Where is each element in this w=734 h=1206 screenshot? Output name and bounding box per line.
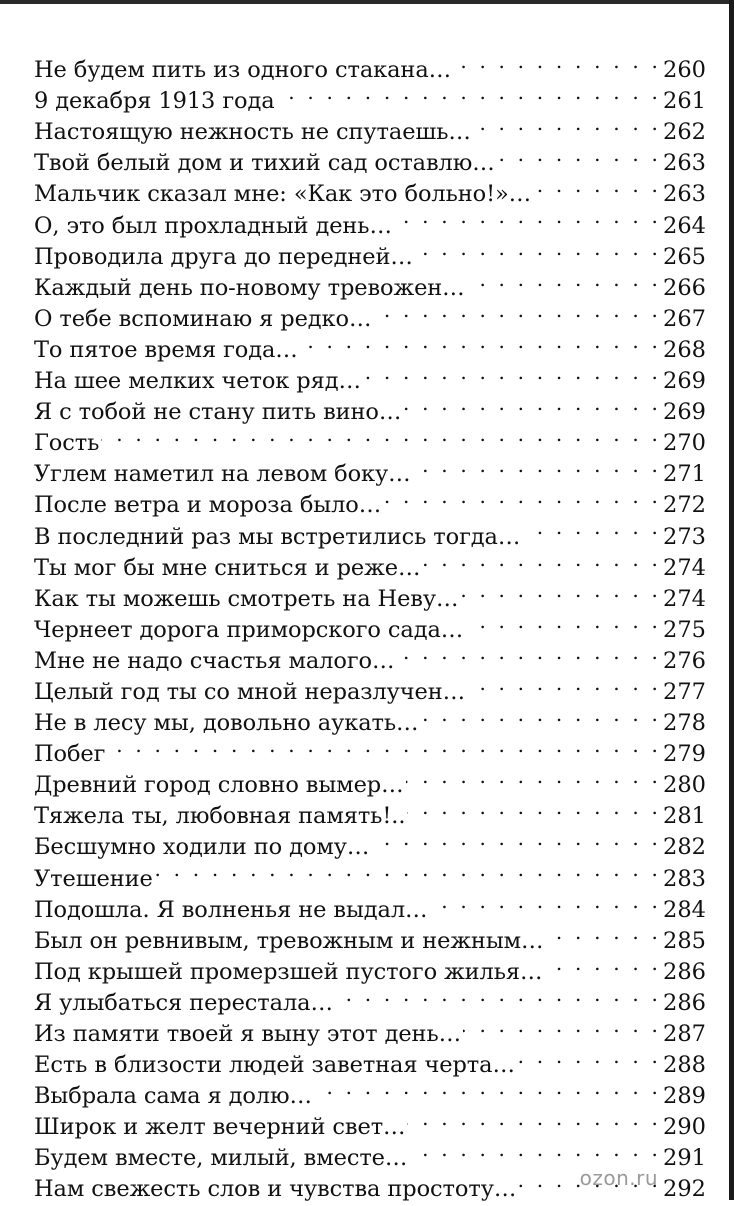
toc-entry-title: Побег: [34, 741, 106, 768]
toc-entry-page-number: 282: [663, 834, 706, 861]
toc-entry-page-number: 269: [663, 368, 706, 395]
toc-entry-page-number: 263: [663, 181, 706, 208]
toc-entry-page-number: 283: [663, 865, 706, 892]
toc-entry-title: Я улыбаться перестала…: [34, 989, 333, 1016]
toc-dot-leader: [383, 481, 661, 512]
toc-entry-page-number: 280: [663, 772, 706, 799]
toc-dot-leader: [473, 108, 661, 139]
toc-entry-page-number: 263: [663, 150, 706, 177]
toc-entry: [34, 761, 706, 799]
toc-dot-leader: [460, 575, 661, 606]
toc-entry-page-number: 276: [663, 647, 706, 674]
toc-entry-title: На шее мелких четок ряд…: [34, 368, 361, 395]
toc-dot-leader: [453, 46, 661, 77]
toc-entry-page-number: 270: [663, 430, 706, 457]
toc-entry-title: Был он ревнивым, тревожным и нежным…: [34, 927, 544, 954]
toc-entry-title: Мне не надо счастья малого…: [34, 647, 395, 674]
toc-entry-title: 9 декабря 1913 года: [34, 88, 275, 115]
toc-dot-leader: [101, 419, 661, 450]
toc-entry-title: Из памяти твоей я выну этот день…: [34, 1021, 461, 1047]
toc-dot-leader: [420, 699, 661, 730]
table-of-contents: [34, 46, 706, 1203]
toc-dot-leader: [467, 264, 661, 295]
toc-entry-page-number: 277: [663, 678, 706, 705]
toc-entry-title: Не будем пить из одного стакана…: [34, 57, 452, 84]
toc-entry-page-number: 269: [663, 399, 706, 426]
toc-entry-title: Каждый день по-новому тревожен…: [34, 274, 465, 301]
page-top-edge: [0, 0, 734, 4]
toc-entry-page-number: 268: [663, 336, 706, 363]
toc-dot-leader: [363, 357, 661, 388]
toc-dot-leader: [544, 948, 661, 979]
toc-entry: [34, 46, 706, 84]
toc-entry-title: Твой белый дом и тихий сад оставлю…: [34, 150, 495, 177]
toc-entry-title: Будем вместе, милый, вместе…: [34, 1145, 408, 1172]
toc-entry-page-number: 287: [663, 1021, 706, 1047]
toc-entry-page-number: 288: [663, 1052, 706, 1079]
toc-entry-page-number: 262: [663, 119, 706, 146]
toc-dot-leader: [373, 295, 661, 326]
toc-entry-page-number: 260: [663, 57, 706, 84]
toc-dot-leader: [371, 823, 661, 854]
toc-entry-page-number: 281: [663, 803, 706, 830]
toc-dot-leader: [314, 1072, 661, 1103]
toc-entry-page-number: 267: [663, 305, 706, 332]
toc-dot-leader: [533, 170, 661, 201]
toc-entry-page-number: 274: [663, 585, 706, 612]
toc-entry-title: Мальчик сказал мне: «Как это больно!»…: [34, 181, 532, 208]
toc-entry-page-number: 274: [663, 554, 706, 581]
toc-dot-leader: [403, 388, 661, 419]
toc-entry-page-number: 292: [663, 1176, 706, 1203]
toc-entry-title: Гость: [34, 430, 100, 457]
toc-entry-page-number: 272: [663, 492, 706, 519]
toc-dot-leader: [415, 233, 661, 264]
toc-entry-title: Выбрала сама я долю…: [34, 1083, 312, 1110]
toc-entry-page-number: 261: [663, 88, 706, 115]
toc-dot-leader: [545, 917, 661, 948]
toc-entry-title: В последний раз мы встретились тогда…: [34, 523, 521, 550]
toc-dot-leader: [409, 1134, 661, 1165]
toc-entry-page-number: 264: [663, 212, 706, 239]
toc-entry-title: Как ты можешь смотреть на Неву…: [34, 585, 459, 612]
toc-dot-leader: [394, 201, 661, 232]
toc-dot-leader: [107, 730, 661, 761]
toc-entry-title: Широк и желт вечерний свет…: [34, 1114, 406, 1141]
toc-dot-leader: [522, 512, 661, 543]
toc-entry: [34, 419, 706, 457]
toc-entry-title: Проводила друга до передней…: [34, 243, 413, 270]
toc-dot-leader: [407, 792, 661, 823]
toc-entry-page-number: 290: [663, 1114, 706, 1141]
toc-entry-title: Утешение: [34, 865, 153, 892]
toc-entry-title: Подошла. Я волненья не выдал…: [34, 896, 428, 923]
page-right-edge: [729, 0, 734, 1200]
toc-dot-leader: [335, 979, 661, 1010]
toc-entry-page-number: 286: [663, 958, 706, 985]
toc-dot-leader: [497, 139, 661, 170]
toc-entry-title: То пятое время года…: [34, 336, 298, 363]
toc-dot-leader: [517, 1041, 661, 1072]
toc-dot-leader: [413, 450, 661, 481]
toc-entry-page-number: 275: [663, 616, 706, 643]
toc-dot-leader: [429, 886, 661, 917]
toc-entry-page-number: 291: [663, 1145, 706, 1172]
toc-dot-leader: [396, 637, 661, 668]
toc-entry-title: Я с тобой не стану пить вино…: [34, 399, 402, 426]
toc-entry-page-number: 285: [663, 927, 706, 954]
toc-entry-title: Древний город словно вымер…: [34, 772, 404, 799]
toc-entry-title: Чернеет дорога приморского сада…: [34, 616, 464, 643]
toc-entry-title: О, это был прохладный день…: [34, 212, 392, 239]
toc-dot-leader: [406, 761, 662, 792]
toc-entry-page-number: 284: [663, 896, 706, 923]
watermark: ozon.ru: [579, 1166, 658, 1190]
toc-entry-title: Тяжела ты, любовная память!..: [34, 803, 406, 830]
toc-entry-title: Есть в близости людей заветная черта…: [34, 1052, 515, 1079]
toc-dot-leader: [463, 1010, 661, 1041]
toc-entry-page-number: 265: [663, 243, 706, 270]
toc-entry-title: Нам свежесть слов и чувства простоту…: [34, 1176, 517, 1203]
toc-entry: [34, 450, 706, 488]
toc-dot-leader: [407, 1103, 661, 1134]
toc-entry-title: После ветра и мороза было…: [34, 492, 382, 519]
toc-entry: [34, 730, 706, 768]
toc-entry-page-number: 289: [663, 1083, 706, 1110]
toc-entry-title: Бесшумно ходили по дому…: [34, 834, 370, 861]
toc-dot-leader: [422, 544, 661, 575]
toc-entry-page-number: 273: [663, 523, 706, 550]
toc-entry-title: Не в лесу мы, довольно аукать…: [34, 710, 419, 737]
toc-entry-page-number: 266: [663, 274, 706, 301]
toc-entry-page-number: 286: [663, 989, 706, 1016]
toc-dot-leader: [467, 668, 661, 699]
toc-entry-title: О тебе вспоминаю я редко…: [34, 305, 372, 332]
toc-entry-page-number: 278: [663, 710, 706, 737]
toc-dot-leader: [465, 606, 661, 637]
toc-dot-leader: [277, 77, 662, 108]
toc-entry-title: Под крышей промерзшей пустого жилья…: [34, 958, 543, 985]
toc-entry-page-number: 279: [663, 741, 706, 768]
toc-entry-title: Углем наметил на левом боку…: [34, 461, 411, 488]
toc-entry-title: Настоящую нежность не спутаешь…: [34, 119, 471, 146]
toc-entry-title: Целый год ты со мной неразлучен…: [34, 678, 466, 705]
toc-entry-title: Ты мог бы мне сниться и реже…: [34, 554, 421, 581]
toc-dot-leader: [155, 854, 661, 885]
toc-entry-page-number: 271: [663, 461, 706, 488]
toc-dot-leader: [300, 326, 661, 357]
